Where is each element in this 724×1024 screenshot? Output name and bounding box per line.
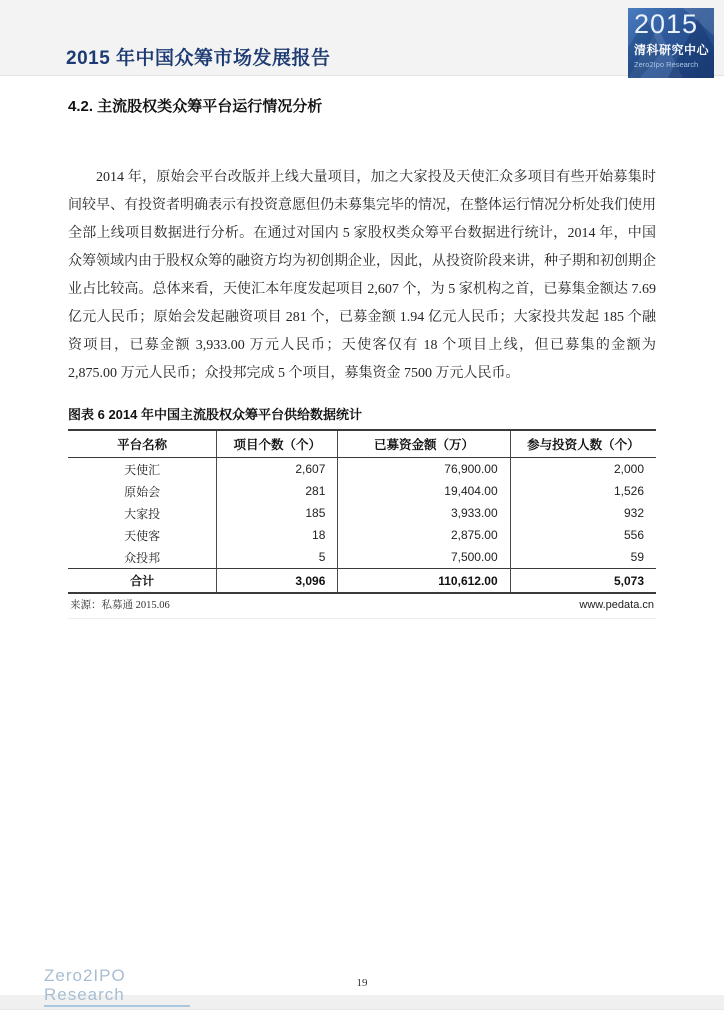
figure-caption: 图表 6 2014 年中国主流股权众筹平台供给数据统计 <box>68 407 362 422</box>
zero2ipo-logo <box>628 8 714 78</box>
total-amount: 110,612.00 <box>338 569 510 594</box>
cell-platform: 众投邦 <box>124 550 161 565</box>
cell-platform: 天使客 <box>124 528 161 543</box>
logo-year: 2015 <box>634 9 699 39</box>
cell-investors: 59 <box>510 546 656 569</box>
cell-investors: 2,000 <box>510 458 656 481</box>
table-row <box>68 480 656 502</box>
page-content <box>68 96 656 619</box>
cell-projects: 281 <box>217 480 338 502</box>
table-row <box>68 502 656 524</box>
source-label: 来源：私募通 2015.06 <box>70 600 170 611</box>
cell-amount: 76,900.00 <box>338 458 510 481</box>
section-heading: 4.2. 主流股权类众筹平台运行情况分析 <box>68 98 323 115</box>
cell-investors: 556 <box>510 524 656 546</box>
cell-platform: 大家投 <box>124 506 161 521</box>
logo-org-cn: 清科研究中心 <box>634 43 710 57</box>
table-total-row <box>68 569 656 594</box>
platform-stats-table <box>68 429 656 594</box>
column-header-projects: 项目个数（个） <box>217 430 338 458</box>
logo-inner <box>628 8 714 70</box>
cell-projects: 18 <box>217 524 338 546</box>
cell-projects: 2,607 <box>217 458 338 481</box>
total-investors: 5,073 <box>510 569 656 594</box>
cell-amount: 7,500.00 <box>338 546 510 569</box>
cell-platform: 天使汇 <box>124 462 161 477</box>
page-number: 19 <box>356 977 368 989</box>
cell-investors: 932 <box>510 502 656 524</box>
column-header-amount: 已募资金额（万） <box>338 430 510 458</box>
source-url: www.pedata.cn <box>579 599 654 611</box>
total-projects: 3,096 <box>217 569 338 594</box>
footer-logo-line2: Research <box>44 985 125 1004</box>
table-header-row <box>68 430 656 458</box>
total-label: 合计 <box>68 569 217 594</box>
footer-logo-rule <box>44 1005 190 1007</box>
cell-projects: 185 <box>217 502 338 524</box>
footer-logo-line1: Zero2IPO <box>44 966 126 985</box>
table-row <box>68 546 656 569</box>
table-row <box>68 458 656 481</box>
table-body <box>68 458 656 569</box>
cell-amount: 3,933.00 <box>338 502 510 524</box>
cell-investors: 1,526 <box>510 480 656 502</box>
logo-org-en: Zero2Ipo Research <box>634 60 699 69</box>
cell-amount: 19,404.00 <box>338 480 510 502</box>
page-header <box>0 0 724 76</box>
cell-amount: 2,875.00 <box>338 524 510 546</box>
cell-projects: 5 <box>217 546 338 569</box>
source-row <box>68 594 656 619</box>
column-header-investors: 参与投资人数（个） <box>510 430 656 458</box>
body-paragraph: 2014 年，原始会平台改版并上线大量项目，加之大家投及天使汇众多项目有些开始募集时间较早、有投资者明确表示有投资意愿但仍未募集完毕的情况，在整体运行情况分析处我们使用全部上线项目数据进行分析。在通过对国内 5 家股权类众筹平台数据进行统计，2014 年，中国众筹领域内由于股权众筹的融资方均为初创期企业，因此，从投资阶段来讲，种子期和初创期企业占比较高。总体来看，天使汇本年度发起项目 2,607 个，为 5 家机构之首，已募集金额达 7.69 亿元人民币；原始会发起融资项目 281 个，已募金额 1.94 亿元人民币；大家投共发起 185 个融资项目，已募金额 3,933.00 万元人民币；天使客仅有 18 个项目上线，但已募集的金额为 2,875.00 万元人民币；众投邦完成 5 个项目，募集资金 7500 万元人民币。 <box>68 170 656 381</box>
cell-platform: 原始会 <box>124 484 161 499</box>
table-row <box>68 524 656 546</box>
column-header-platform: 平台名称 <box>68 430 217 458</box>
report-title: 2015 年中国众筹市场发展报告 <box>66 48 331 69</box>
